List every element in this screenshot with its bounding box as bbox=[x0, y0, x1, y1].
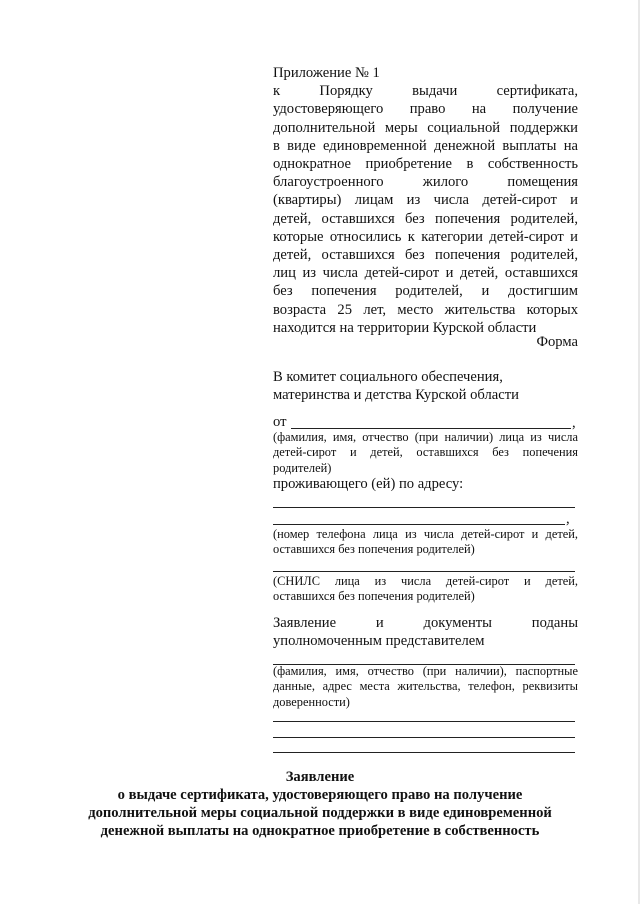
appendix-block bbox=[273, 64, 578, 337]
representative-hint-line: доверенности) bbox=[273, 694, 350, 709]
snils-hint-line: (СНИЛС лица из числа детей-сирот и детей, bbox=[273, 574, 578, 588]
appendix-line: к Порядку выдачи сертификата, bbox=[273, 83, 578, 100]
representative-hint-line: (фамилия, имя, отчество (при наличии), паспортные bbox=[273, 664, 578, 678]
statement-line: дополнительной меры социальной поддержки в виде единовременной bbox=[88, 805, 552, 821]
appendix-line: однократное приобретение в собственность bbox=[273, 156, 578, 173]
appendix-line: лиц из числа детей-сирот и детей, оставшихся bbox=[273, 265, 578, 282]
phone-hint-line: оставшихся без попечения родителей) bbox=[273, 542, 475, 557]
representative-block bbox=[273, 614, 578, 650]
phone-hint bbox=[273, 527, 578, 558]
address-comma: , bbox=[566, 511, 570, 527]
addressee-line: В комитет социального обеспечения, bbox=[273, 369, 503, 385]
snils-hint-line: оставшихся без попечения родителей) bbox=[273, 589, 475, 604]
statement-line: о выдаче сертификата, удостоверяющего право на получение bbox=[117, 787, 523, 803]
from-name-field[interactable] bbox=[291, 428, 571, 429]
representative-details-line-2[interactable] bbox=[273, 737, 575, 738]
snils-hint bbox=[273, 574, 578, 605]
appendix-title: Приложение № 1 bbox=[273, 65, 380, 81]
representative-details-line-1[interactable] bbox=[273, 721, 575, 722]
address-field-line-1[interactable] bbox=[273, 507, 575, 508]
representative-line: уполномоченным представителем bbox=[273, 633, 485, 650]
addressee-block bbox=[273, 368, 578, 404]
appendix-line: удостоверяющего право на получение bbox=[273, 101, 578, 118]
appendix-line: детей, оставшихся без попечения родителей, bbox=[273, 210, 578, 227]
form-label: Форма bbox=[536, 334, 578, 350]
from-prefix: от bbox=[273, 414, 287, 430]
appendix-line: находится на территории Курской области bbox=[273, 319, 537, 336]
representative-line: Заявление и документы поданы bbox=[273, 615, 578, 631]
statement-line: денежной выплаты на однократное приобретение в собственность bbox=[100, 823, 540, 839]
representative-hint-line: данные, адрес места жительства, телефон, реквизиты bbox=[273, 679, 578, 694]
phone-hint-line: (номер телефона лица из числа детей-сирот и детей, bbox=[273, 527, 578, 541]
appendix-line: детей, оставшихся без попечения родителей, bbox=[273, 247, 578, 264]
appendix-line: которые относились к категории детей-сирот и bbox=[273, 228, 578, 245]
from-hint-line: (фамилия, имя, отчество (при наличии) лица из числа bbox=[273, 430, 578, 444]
appendix-line: дополнительной меры социальной поддержки bbox=[273, 119, 578, 136]
representative-hint bbox=[273, 664, 578, 710]
appendix-line: в виде единовременной денежной выплаты на bbox=[273, 137, 578, 154]
from-hint bbox=[273, 430, 578, 476]
snils-field[interactable] bbox=[273, 571, 575, 572]
from-comma: , bbox=[572, 415, 576, 431]
appendix-line: возраста 25 лет, место жительства которых bbox=[273, 301, 578, 318]
appendix-line: (квартиры) лицам из числа детей-сирот и bbox=[273, 192, 578, 209]
addressee-line: материнства и детства Курской области bbox=[273, 387, 519, 404]
appendix-line: благоустроенного жилого помещения bbox=[273, 174, 578, 191]
statement-title: Заявление bbox=[285, 769, 355, 785]
address-field-line-2[interactable] bbox=[273, 524, 565, 525]
representative-details-line-3[interactable] bbox=[273, 752, 575, 753]
appendix-line: без попечения родителей, и достигшим bbox=[273, 283, 578, 300]
address-label: проживающего (ей) по адресу: bbox=[273, 476, 464, 492]
from-hint-line: детей-сирот и детей, оставшихся без попечения bbox=[273, 445, 578, 460]
from-hint-line: родителей) bbox=[273, 460, 332, 475]
